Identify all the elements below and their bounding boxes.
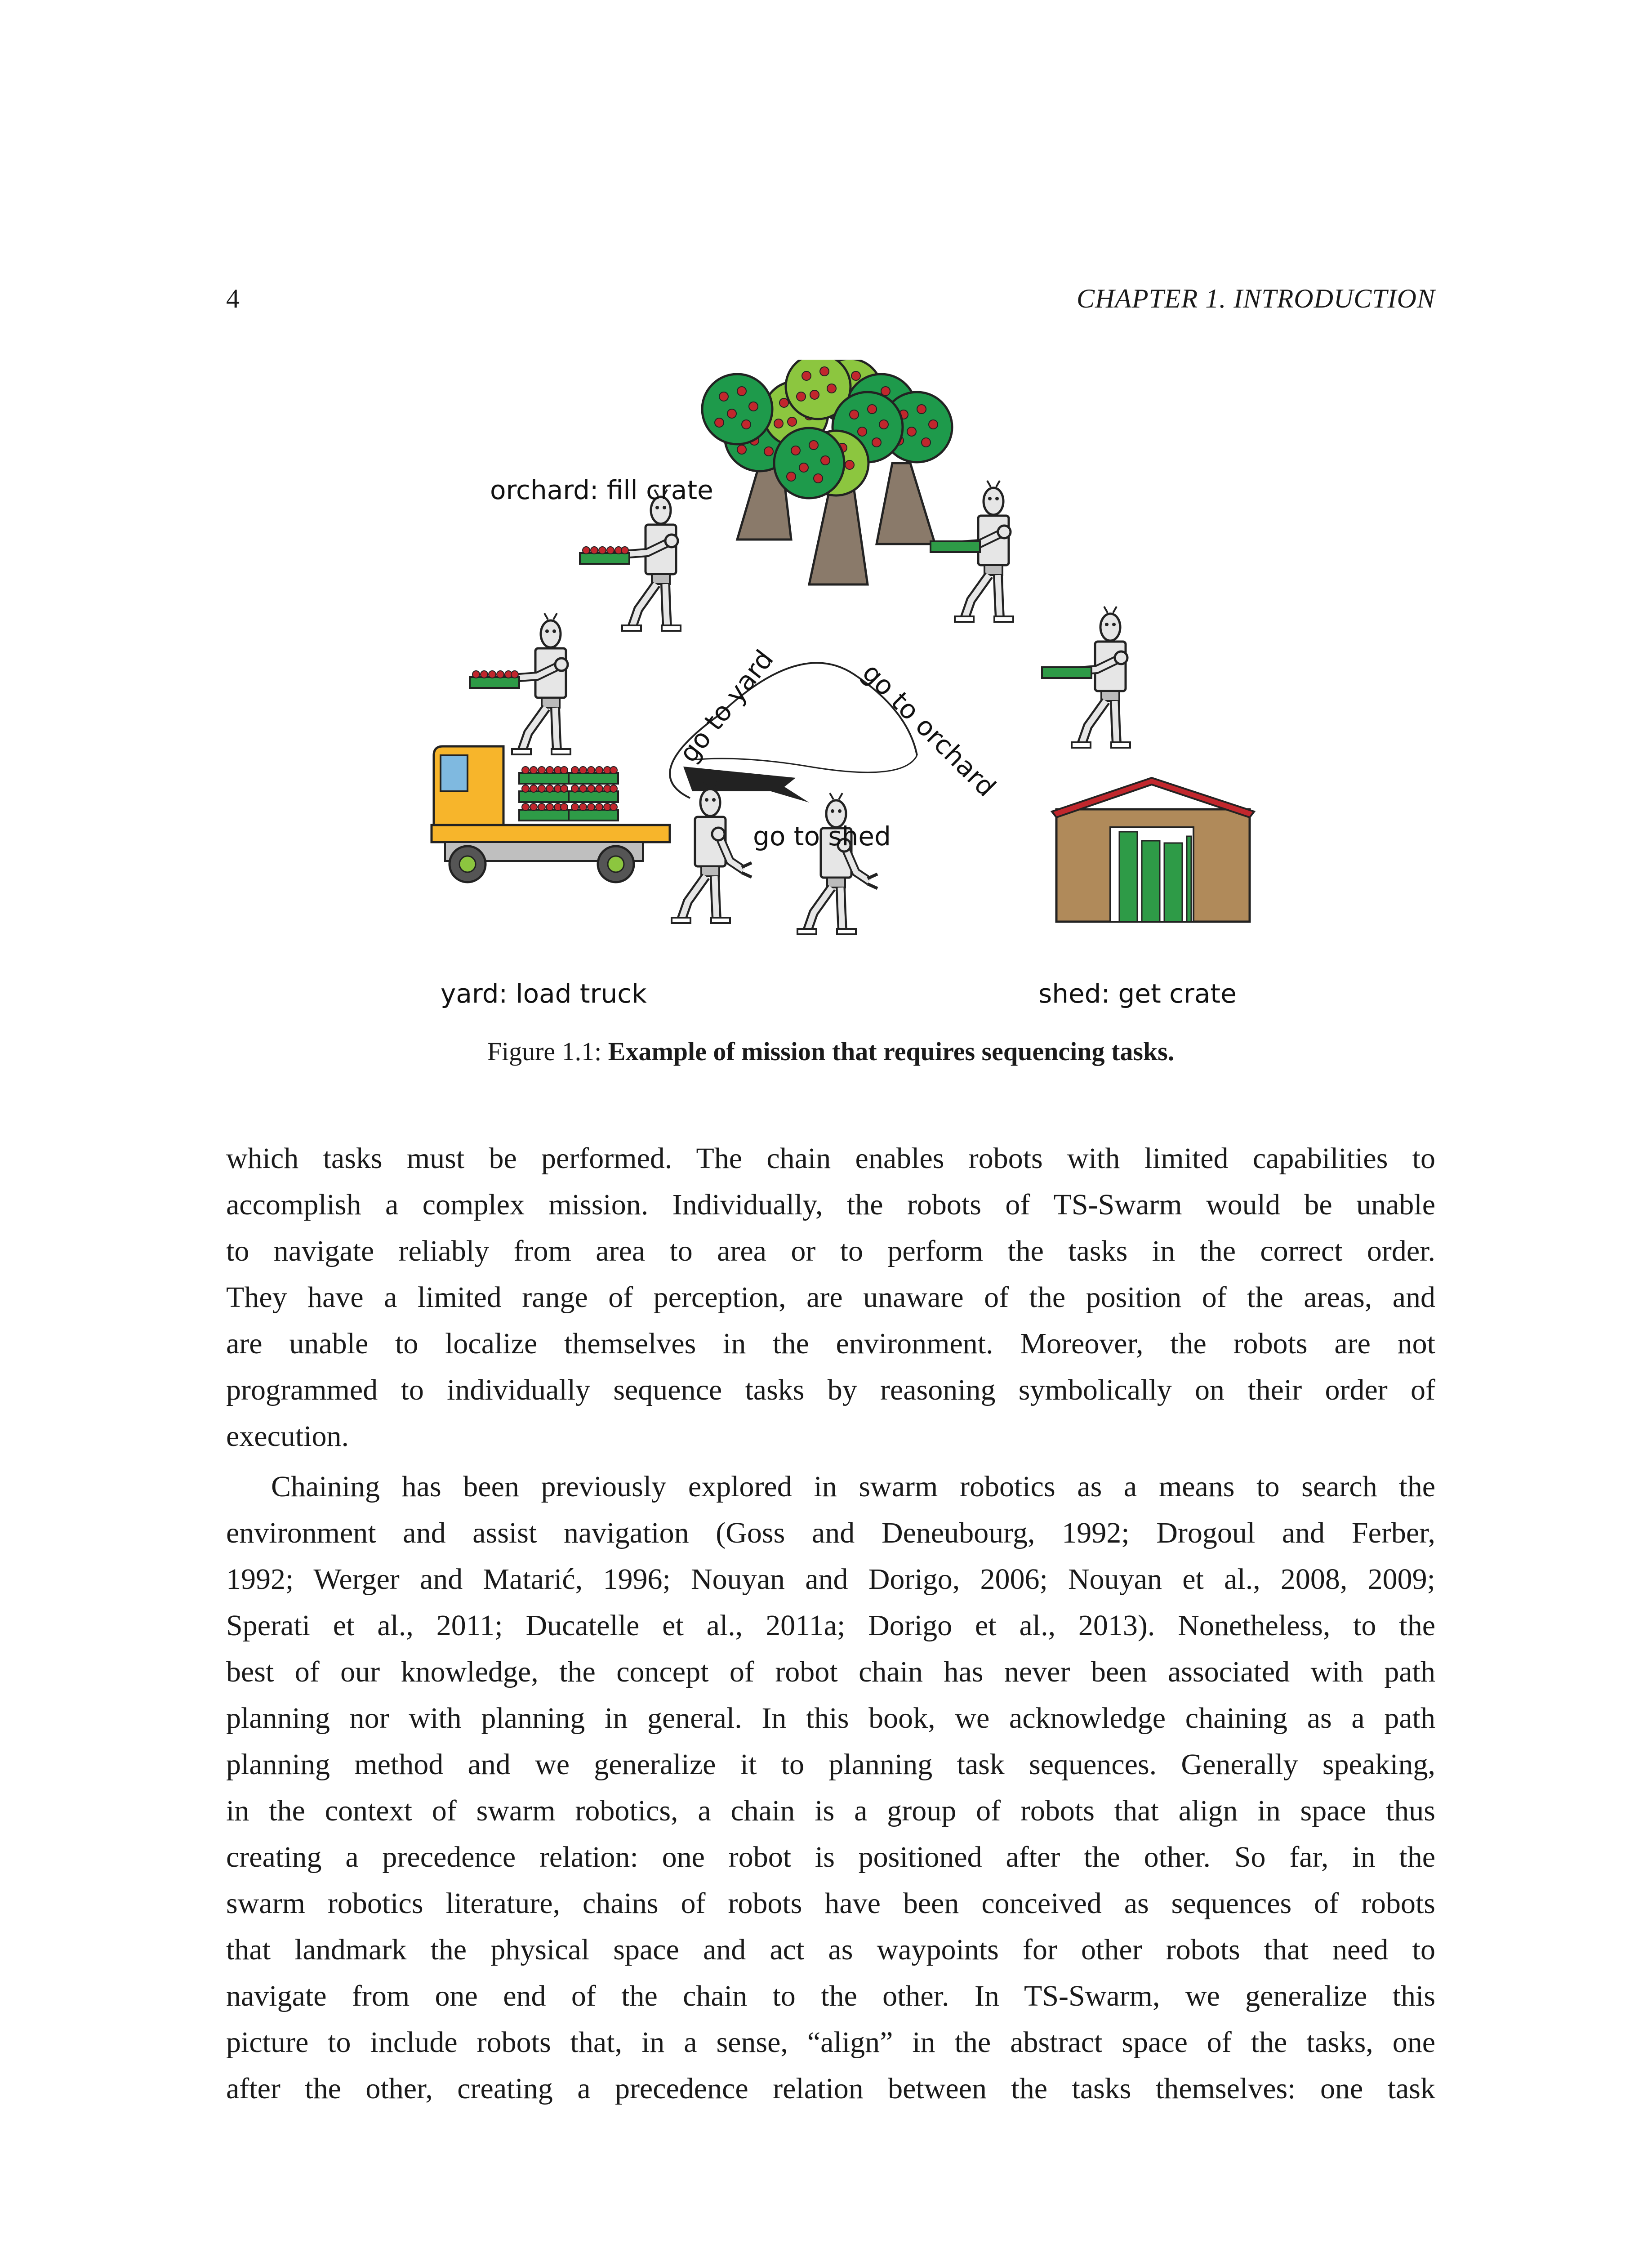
text-line: environment and assist navigation (Goss and Deneubourg, 1992; Drogoul and Ferber, [226,1517,1435,1549]
text-line: Sperati et al., 2011; Ducatelle et al., 2011a; Dorigo et al., 2013). Nonetheless, to the [226,1609,1435,1642]
text-line: are unable to localize themselves in the environment. Moreover, the robots are not [226,1327,1435,1360]
text-line: best of our knowledge, the concept of robot chain has never been associated with path [226,1655,1435,1688]
text-line: to navigate reliably from area to area or to perform the tasks in the correct order. [226,1235,1435,1267]
figure-caption [226,1036,1435,1066]
text-line: programmed to individually sequence tasks by reasoning symbolically on their order of [226,1374,1435,1406]
text-line: which tasks must be performed. The chain enables robots with limited capabilities to [226,1142,1435,1175]
text-line: swarm robotics literature, chains of robots have been conceived as sequences of robots [226,1887,1435,1920]
paragraph-2 [226,1463,1435,2112]
text-line: after the other, creating a precedence relation between the tasks themselves: one task [226,2072,1435,2105]
text-line: creating a precedence relation: one robot is positioned after the other. So far, in the [226,1841,1435,1873]
label-go-to-yard: go to yard [673,644,779,768]
text-line: execution. [226,1420,349,1453]
text-line: picture to include robots that, in a sense, “align” in the abstract space of the tasks, one [226,2026,1435,2059]
page-header [226,283,1435,319]
robot-empty-hand [672,782,752,923]
text-line: They have a limited range of perception, are unaware of the position of the areas, and [226,1281,1435,1314]
caption-title: Example of mission that requires sequencing tasks. [608,1037,1175,1066]
label-go-to-orchard: go to orchard [856,657,1002,803]
text-line: planning nor with planning in general. In this book, we acknowledge chaining as a path [226,1702,1435,1735]
text-line: 1992; Werger and Matarić, 1996; Nouyan and Dorigo, 2006; Nouyan et al., 2008, 2009; [226,1563,1435,1596]
text-line: accomplish a complex mission. Individually, the robots of TS-Swarm would be unable [226,1188,1435,1221]
text-line: planning method and we generalize it to planning task sequences. Generally speaking, [226,1748,1435,1781]
truck-icon [432,746,670,882]
text-line: in the context of swarm robotics, a chain is a group of robots that align in space thus [226,1794,1435,1827]
label-orchard: orchard: fill crate [490,475,713,505]
paragraph-1 [226,1135,1435,1459]
figure-mission-illustration [405,360,1259,1021]
running-head: CHAPTER 1. INTRODUCTION [1076,284,1435,313]
caption-label: Figure 1.1: [487,1037,602,1066]
body-text [226,1135,1435,2112]
text-line: that landmark the physical space and act as waypoints for other robots that need to [226,1933,1435,1966]
shed-icon [1052,778,1254,922]
label-go-to-shed: go to shed [753,821,891,852]
text-line: navigate from one end of the chain to the other. In TS-Swarm, we generalize this [226,1980,1435,2012]
label-shed: shed: get crate [1038,978,1237,1009]
orchard-trees [702,360,952,584]
text-line: Chaining has been previously explored in swarm robotics as a means to search the [271,1470,1435,1503]
robot-empty-hand [797,793,877,934]
page-number: 4 [226,284,240,313]
label-yard: yard: load truck [441,978,647,1009]
